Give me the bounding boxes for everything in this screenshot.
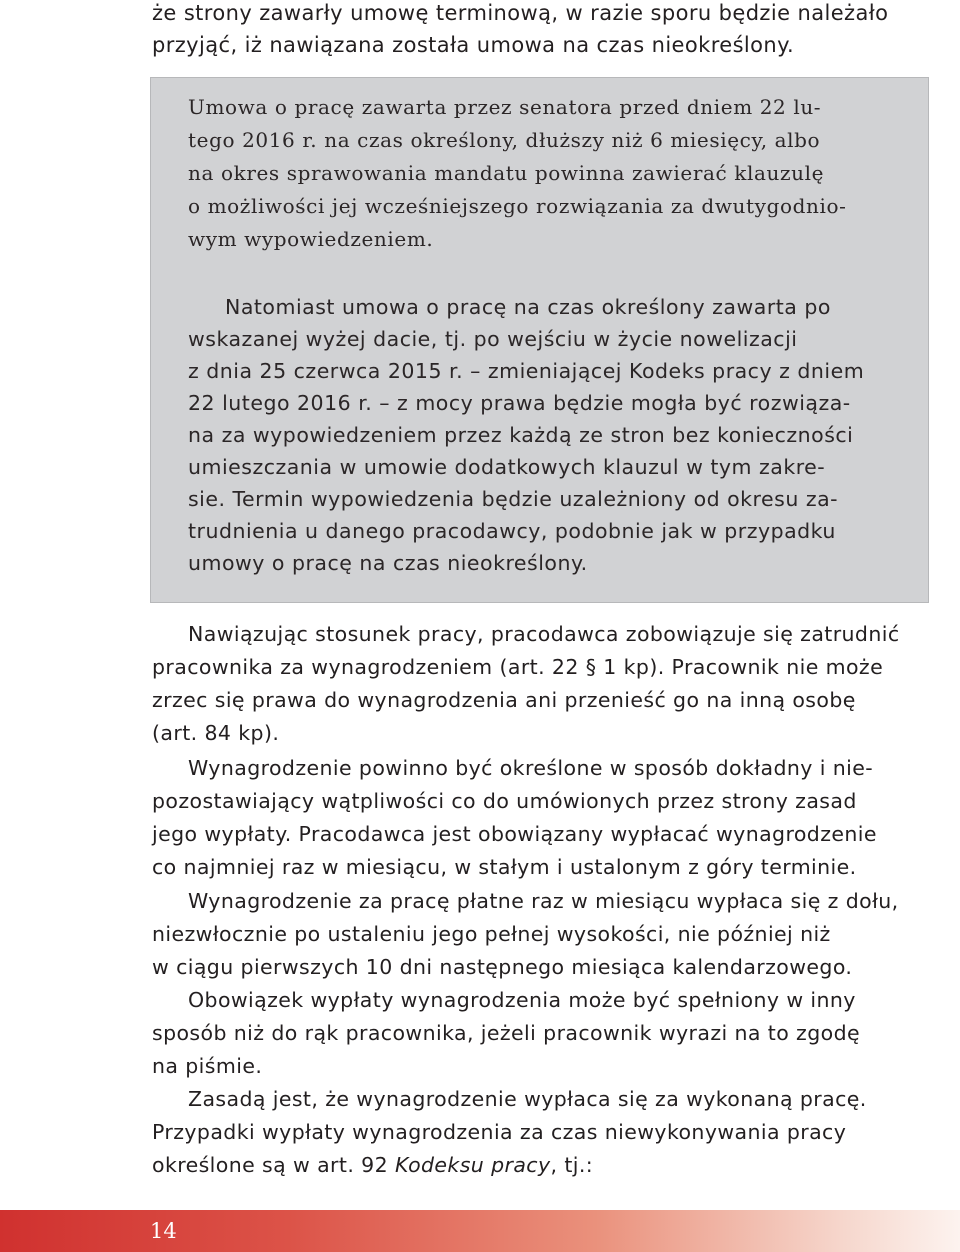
text-line: z dnia 25 czerwca 2015 r. – zmieniającej Kodeks pracy z dniem xyxy=(188,359,865,383)
text-line: Obowiązek wypłaty wynagrodzenia może być spełniony w inny xyxy=(188,988,856,1012)
text-line: Nawiązując stosunek pracy, pracodawca zobowiązuje się zatrudnić xyxy=(188,622,900,646)
footer-band xyxy=(0,1210,960,1252)
text-line: o możliwości jej wcześniejszego rozwiązania za dwutygodnio- xyxy=(188,194,847,218)
text-line: Wynagrodzenie powinno być określone w sposób dokładny i nie- xyxy=(188,756,874,780)
text-line: Natomiast umowa o pracę na czas określony zawarta po xyxy=(225,295,831,319)
text-fragment: określone są w art. 92 xyxy=(152,1153,395,1177)
text-line: sposób niż do rąk pracownika, jeżeli pracownik wyrazi na to zgodę xyxy=(152,1021,860,1045)
text-line: Umowa o pracę zawarta przez senatora przed dniem 22 lu- xyxy=(188,95,822,119)
text-line: na okres sprawowania mandatu powinna zawierać klauzulę xyxy=(188,161,825,185)
page-number: 14 xyxy=(150,1219,177,1243)
text-line: pracownika za wynagrodzeniem (art. 22 § 1 kp). Pracownik nie może xyxy=(152,655,884,679)
text-line: pozostawiający wątpliwości co do umówionych przez strony zasad xyxy=(152,789,857,813)
text-line: Wynagrodzenie za pracę płatne raz w miesiącu wypłaca się z dołu, xyxy=(188,889,899,913)
text-line: sie. Termin wypowiedzenia będzie uzależniony od okresu za- xyxy=(188,487,839,511)
text-line: że strony zawarły umowę terminową, w razie sporu będzie należało xyxy=(152,1,889,25)
text-line: w ciągu pierwszych 10 dni następnego miesiąca kalendarzowego. xyxy=(152,955,853,979)
text-line-with-citation xyxy=(152,1153,593,1177)
text-line: (art. 84 kp). xyxy=(152,721,280,745)
text-fragment: , tj.: xyxy=(550,1153,594,1177)
text-line: zrzec się prawa do wynagrodzenia ani przenieść go na inną osobę xyxy=(152,688,856,712)
text-line: na za wypowiedzeniem przez każdą ze stron bez konieczności xyxy=(188,423,854,447)
highlight-box xyxy=(150,77,929,603)
text-line: co najmniej raz w miesiącu, w stałym i ustalonym z góry terminie. xyxy=(152,855,857,879)
text-line: trudnienia u danego pracodawcy, podobnie jak w przypadku xyxy=(188,519,836,543)
text-line: wskazanej wyżej dacie, tj. po wejściu w życie nowelizacji xyxy=(188,327,798,351)
code-title: Kodeksu pracy xyxy=(394,1153,551,1177)
text-line: Przypadki wypłaty wynagrodzenia za czas niewykonywania pracy xyxy=(152,1120,847,1144)
text-line: tego 2016 r. na czas określony, dłuższy niż 6 miesięcy, albo xyxy=(188,128,821,152)
text-line: 22 lutego 2016 r. – z mocy prawa będzie mogła być rozwiąza- xyxy=(188,391,851,415)
text-line: niezwłocznie po ustaleniu jego pełnej wysokości, nie później niż xyxy=(152,922,831,946)
text-line: na piśmie. xyxy=(152,1054,263,1078)
text-line: umowy o pracę na czas nieokreślony. xyxy=(188,551,588,575)
text-line: przyjąć, iż nawiązana została umowa na czas nieokreślony. xyxy=(152,33,795,57)
text-line: Zasadą jest, że wynagrodzenie wypłaca się za wykonaną pracę. xyxy=(188,1087,867,1111)
text-line: umieszczania w umowie dodatkowych klauzul w tym zakre- xyxy=(188,455,826,479)
text-line: jego wypłaty. Pracodawca jest obowiązany wypłacać wynagrodzenie xyxy=(152,822,877,846)
text-line: wym wypowiedzeniem. xyxy=(188,227,434,251)
